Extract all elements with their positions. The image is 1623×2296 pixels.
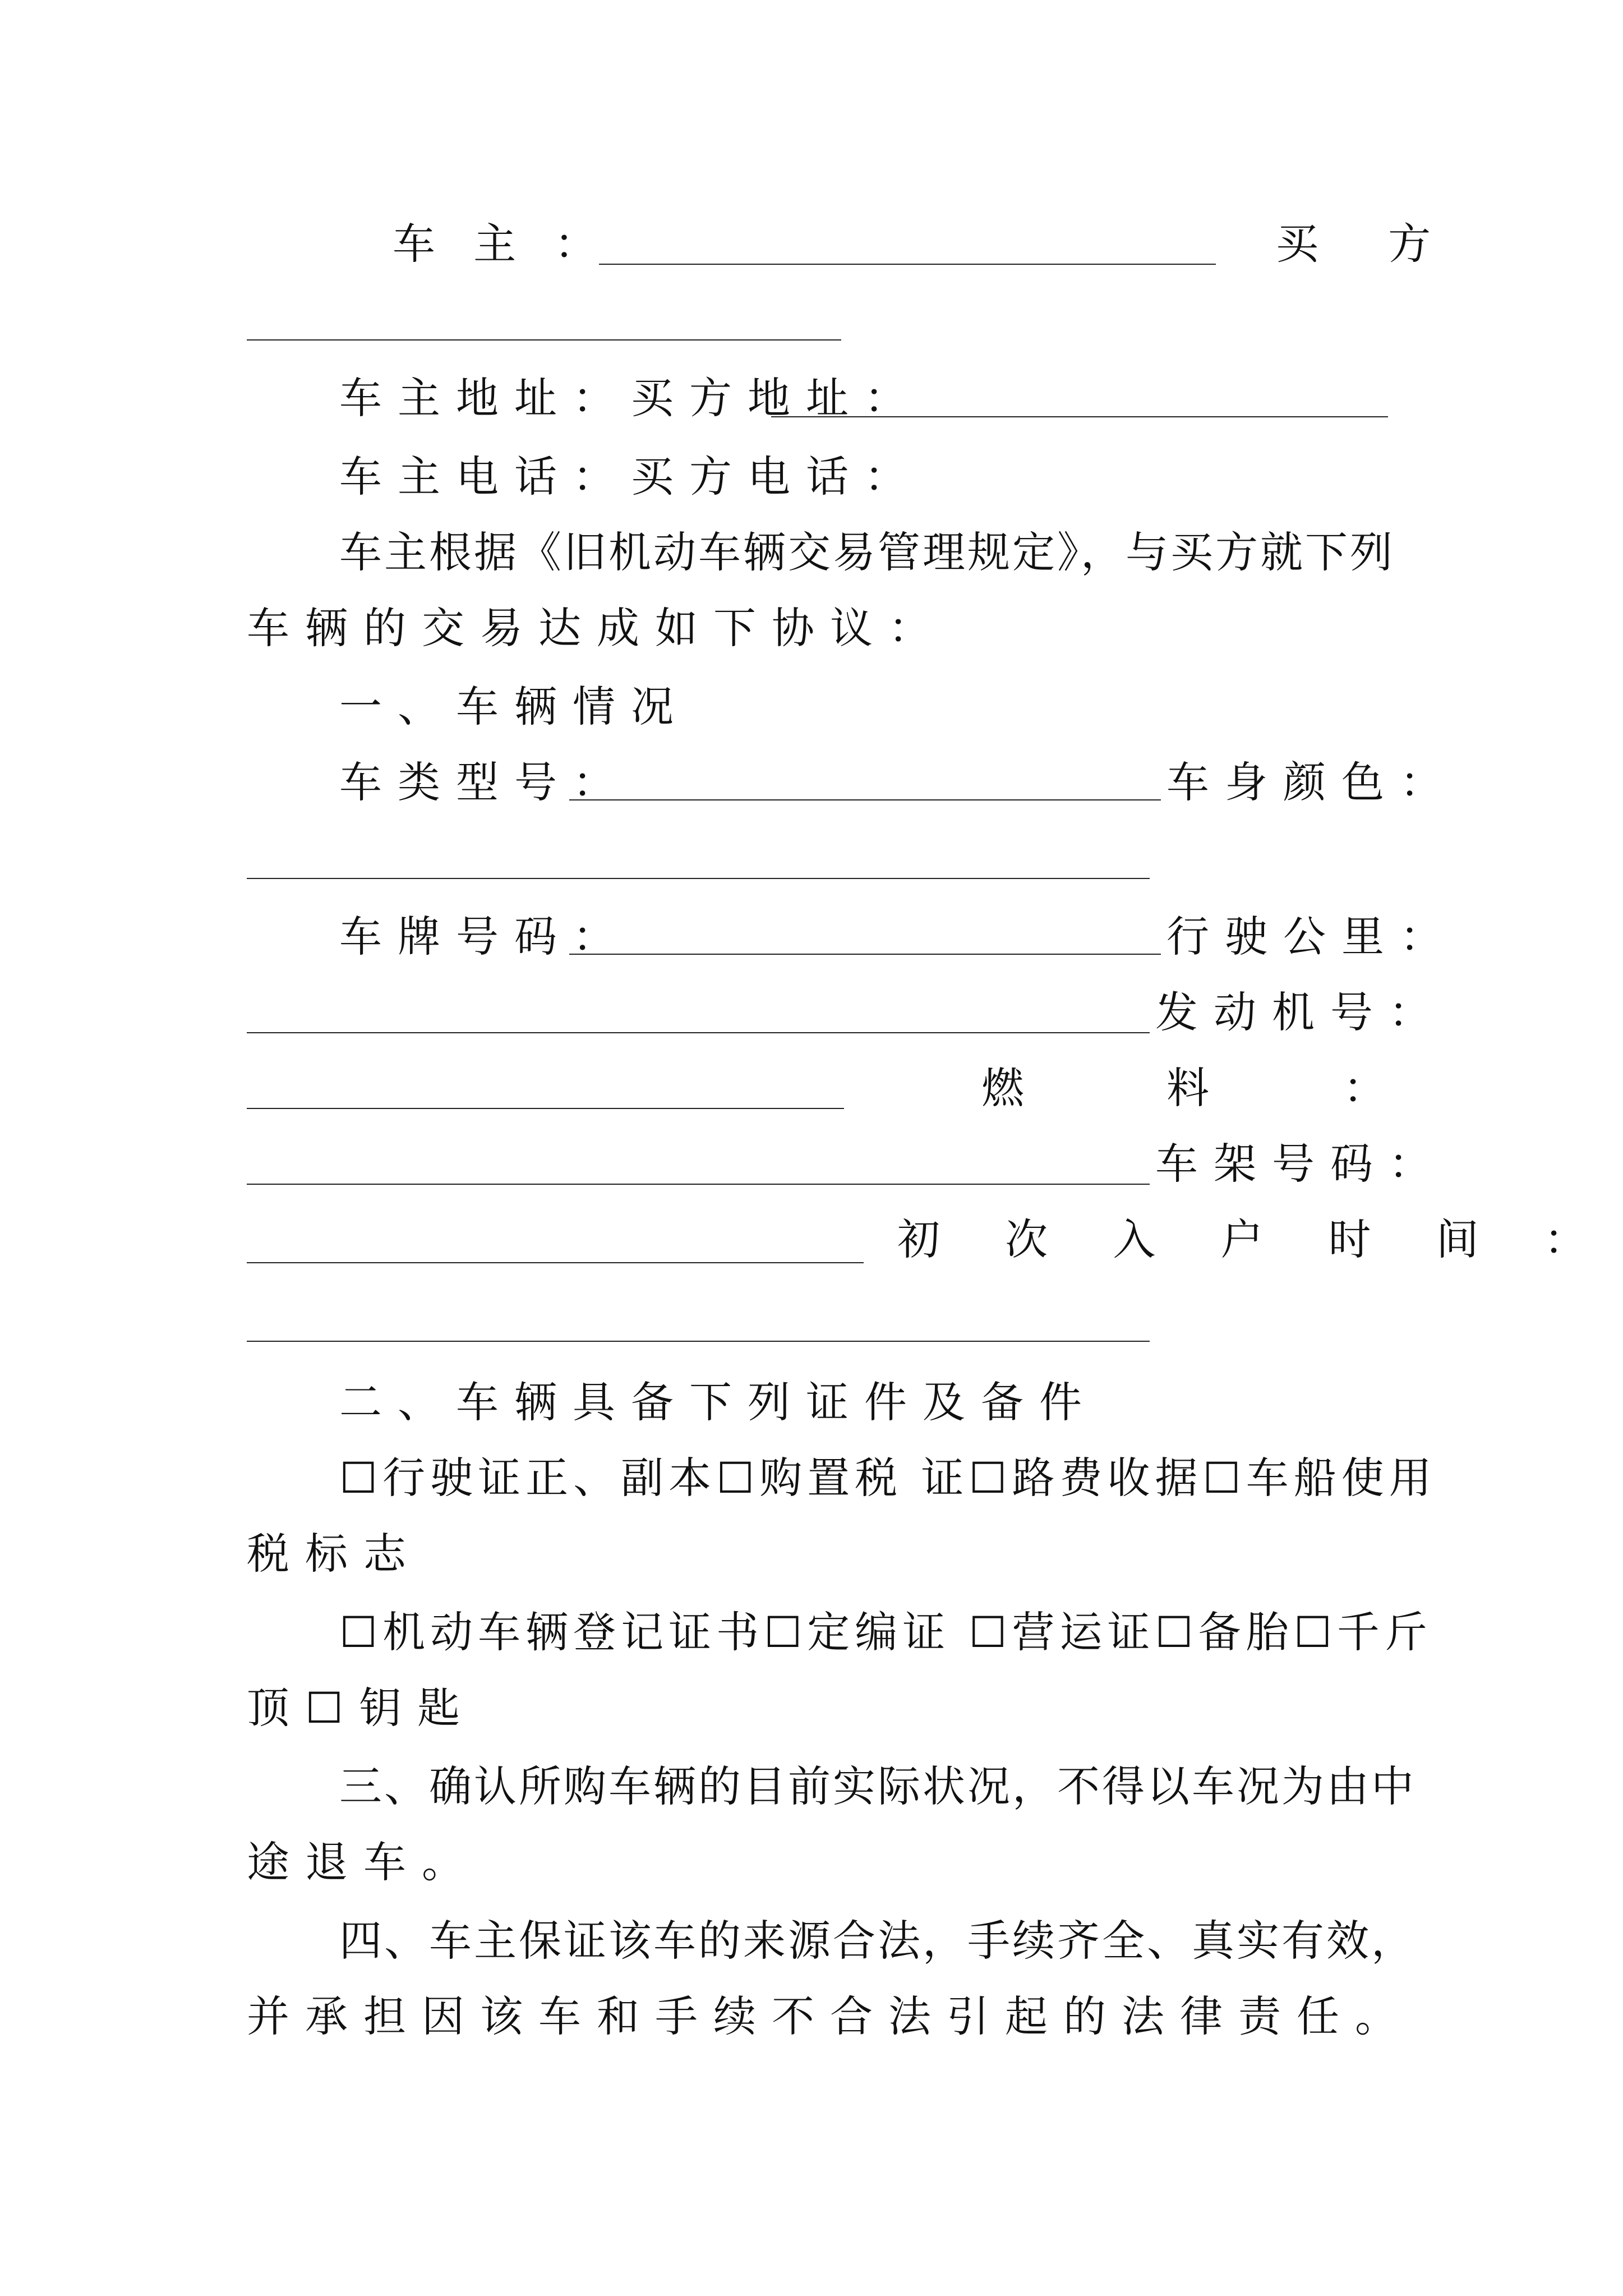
frame-blank: [247, 1262, 864, 1263]
color-blank: [247, 878, 1150, 879]
section2-line-2: 税标志: [247, 1529, 422, 1579]
first-registration-label: 初 次 入 户 时 间 ：: [897, 1214, 1612, 1264]
section2-line-4: 顶☐钥匙: [247, 1683, 476, 1733]
intro-line-2: 车辆的交易达成如下协议：: [247, 603, 947, 653]
section3-line-2: 途退车。: [247, 1837, 480, 1887]
first-registration-blank: [247, 1341, 1150, 1342]
section4-line-2: 并承担因该车和手续不合法引起的法律责任。: [247, 1991, 1413, 2041]
model-blank: [569, 799, 1161, 800]
section1-title: 一、车辆情况: [339, 682, 689, 731]
fuel-blank: [247, 1184, 1150, 1185]
buyer-blank: [247, 339, 841, 341]
address-blank: [771, 416, 1388, 417]
frame-label: 车架号码：: [1155, 1139, 1447, 1189]
section2-line-3: ☐机动车辆登记证书☐定编证 ☐营运证☐备胎☐千斤: [339, 1607, 1432, 1657]
fuel-label-b: 料: [1166, 1063, 1209, 1113]
plate-label: 车牌号码：: [339, 912, 631, 961]
buyer-label: 买 方: [1276, 219, 1459, 269]
engine-label: 发动机号：: [1155, 987, 1447, 1037]
section3-line-1: 三、确认所购车辆的目前实际状况，不得以车况为由中: [339, 1761, 1416, 1811]
mileage-label: 行驶公里：: [1166, 912, 1458, 961]
fuel-colon: ：: [1343, 1063, 1386, 1113]
owner-blank: [599, 264, 1216, 265]
phone-line: 车主电话：买方电话：: [339, 452, 923, 501]
fuel-label-a: 燃: [981, 1063, 1024, 1113]
address-line: 车主地址：买方地址：: [339, 373, 923, 423]
intro-line-1: 车主根据《旧机动车辆交易管理规定》，与买方就下列: [339, 527, 1395, 577]
engine-blank: [247, 1108, 844, 1109]
color-label: 车身颜色：: [1166, 757, 1458, 807]
owner-label: 车 主 ：: [393, 219, 610, 269]
mileage-blank: [247, 1032, 1150, 1033]
plate-blank: [569, 954, 1161, 955]
section4-line-1: 四、车主保证该车的来源合法，手续齐全、真实有效，: [339, 1916, 1416, 1966]
section2-line-1: ☐行驶证正、副本☐购置税 证☐路费收据☐车船使用: [339, 1453, 1437, 1503]
model-label: 车类型号：: [339, 757, 631, 807]
section2-title: 二、车辆具备下列证件及备件: [339, 1377, 1098, 1427]
